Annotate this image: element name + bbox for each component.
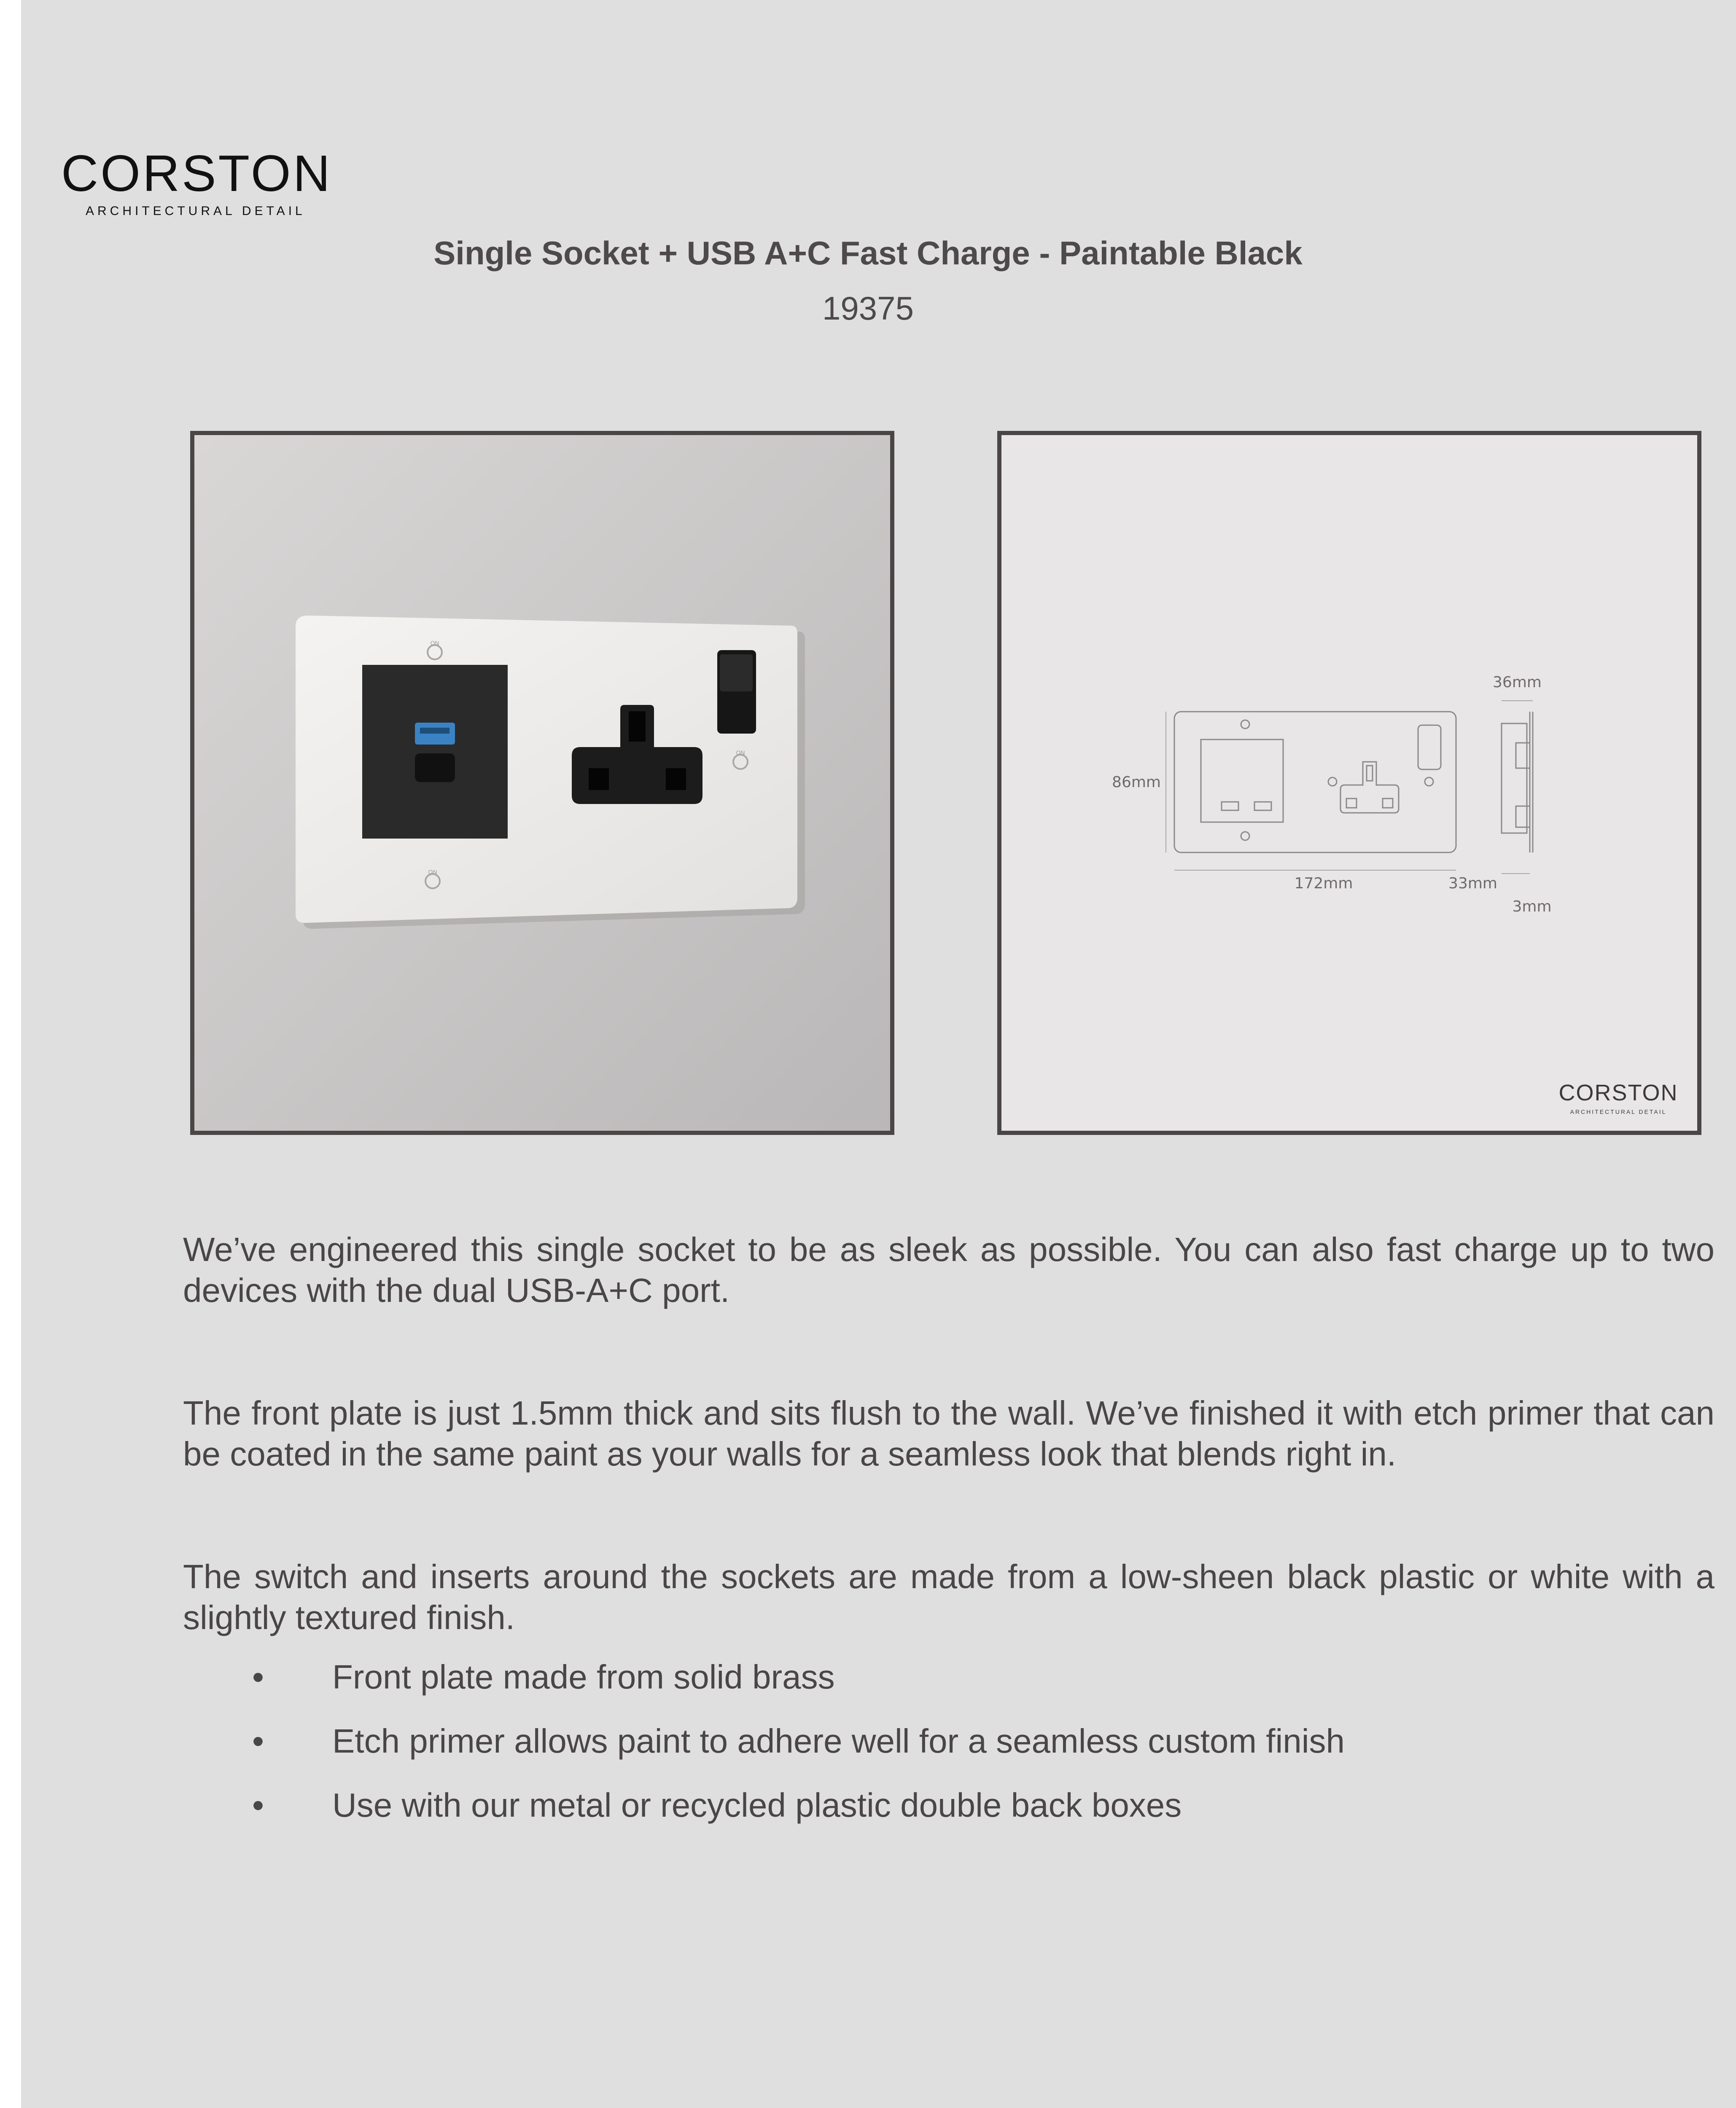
usb-module: [362, 665, 508, 839]
brand-name: CORSTON: [61, 145, 332, 202]
bullet-icon: •: [252, 1722, 264, 1760]
description-paragraph: The switch and inserts around the sockets are made from a low-sheen black plastic or white with a slightly textured finish.: [183, 1558, 1714, 1636]
usb-c-port-icon: [415, 753, 455, 782]
description-paragraph: We’ve engineered this single socket to be as sleek as possible. You can also fast charge up to two devices with the dual USB-A+C port.: [183, 1231, 1714, 1309]
product-photo-illustration: [194, 435, 890, 1131]
brand-logo: [61, 145, 332, 218]
switch-label: ON: [430, 640, 439, 646]
product-description: [183, 1229, 1714, 1720]
product-photo: [190, 431, 894, 1135]
brand-tagline: ARCHITECTURAL DETAIL: [86, 204, 306, 218]
live-pin-slot: [589, 768, 609, 790]
dimension-height: 86mm: [1112, 774, 1161, 791]
feature-text: Front plate made from solid brass: [332, 1658, 835, 1696]
switch-label: ON: [736, 749, 745, 756]
product-code: 19375: [822, 290, 914, 327]
feature-text: Use with our metal or recycled plastic double back boxes: [332, 1786, 1182, 1824]
description-paragraph: The front plate is just 1.5mm thick and sits flush to the wall. We’ve finished it with etch primer that can be coated in the same paint as your walls for a seamless look that blends right in.: [183, 1394, 1714, 1473]
dimension-plate-thickness: 3mm: [1512, 898, 1552, 915]
feature-text: Etch primer allows paint to adhere well for a seamless custom finish: [332, 1722, 1345, 1760]
neutral-pin-slot: [666, 768, 686, 790]
drawing-side-profile: [1502, 723, 1527, 833]
earth-pin-slot: [629, 711, 646, 742]
bullet-icon: •: [252, 1786, 264, 1824]
dimension-depth-top: 36mm: [1493, 674, 1542, 691]
bullet-icon: •: [252, 1658, 264, 1696]
switch-label: ON: [428, 868, 437, 875]
drawing-watermark-tagline: ARCHITECTURAL DETAIL: [1570, 1108, 1667, 1115]
drawing-watermark-brand: CORSTON: [1558, 1080, 1678, 1105]
product-title: Single Socket + USB A+C Fast Charge - Paintable Black: [433, 234, 1303, 272]
technical-drawing-illustration: [1001, 435, 1697, 1131]
drawing-switch: [1418, 725, 1441, 769]
drawing-front-plate: [1174, 712, 1456, 852]
dimension-depth-bottom: 33mm: [1448, 875, 1497, 892]
dimension-width: 172mm: [1294, 875, 1353, 892]
technical-drawing: [997, 431, 1701, 1135]
